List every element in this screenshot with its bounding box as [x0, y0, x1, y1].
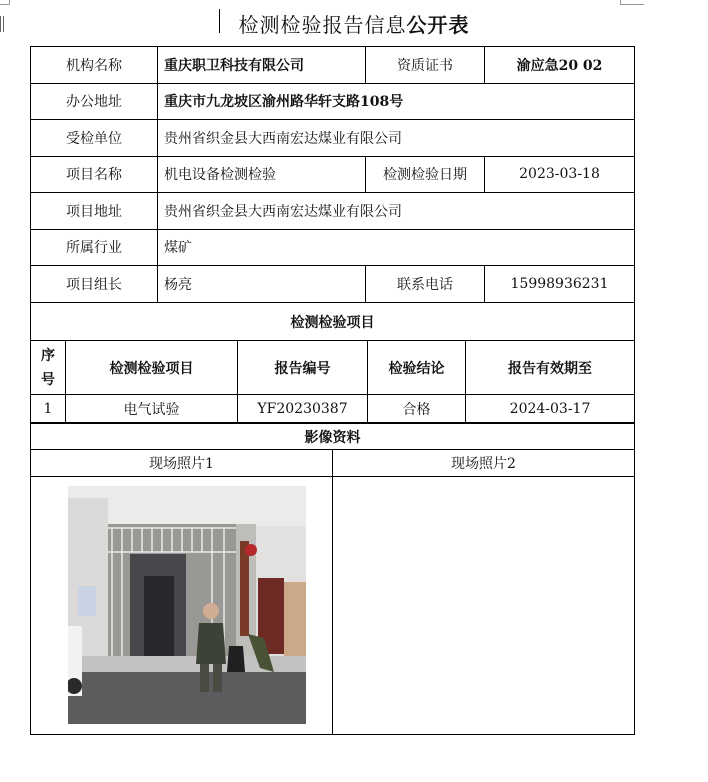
- photo1-cell: [31, 477, 333, 735]
- leader-label: 项目组长: [31, 266, 158, 303]
- media-table: [30, 423, 635, 735]
- photo2-label: 现场照片2: [333, 450, 635, 477]
- office-label: 办公地址: [31, 83, 158, 120]
- row-seq: 1: [31, 395, 66, 423]
- info-table: [30, 46, 635, 303]
- media-section-title: 影像资料: [31, 424, 635, 450]
- project-name-label: 项目名称: [31, 156, 158, 193]
- row-org: [31, 47, 635, 84]
- photo1-label: 现场照片1: [31, 450, 333, 477]
- row-report-no: YF20230387: [238, 395, 368, 423]
- table-row: [31, 395, 635, 423]
- org-name-value: 重庆职卫科技有限公司: [158, 47, 366, 84]
- leader-value: 杨亮: [158, 266, 366, 303]
- row-project-name: [31, 156, 635, 193]
- media-title-row: [31, 424, 635, 450]
- header-conclusion: 检验结论: [368, 341, 466, 395]
- document-title: [0, 9, 708, 38]
- project-address-value: 贵州省织金县大西南宏达煤业有限公司: [158, 193, 635, 230]
- row-industry: [31, 229, 635, 266]
- row-item: 电气试验: [66, 395, 238, 423]
- document-title-plain: 检测检验报告信息: [238, 13, 407, 37]
- header-item: 检测检验项目: [66, 341, 238, 395]
- row-office: [31, 83, 635, 120]
- date-value: 2023-03-18: [485, 156, 635, 193]
- inspected-label: 受检单位: [31, 120, 158, 157]
- industry-label: 所属行业: [31, 229, 158, 266]
- phone-label: 联系电话: [366, 266, 485, 303]
- header-report-no: 报告编号: [238, 341, 368, 395]
- project-address-label: 项目地址: [31, 193, 158, 230]
- industry-value: 煤矿: [158, 229, 635, 266]
- org-name-label: 机构名称: [31, 47, 158, 84]
- row-valid-until: 2024-03-17: [466, 395, 635, 423]
- page-corner-mark-left: [0, 0, 10, 5]
- office-address: 重庆市九龙坡区渝州路华轩支路108号: [158, 83, 635, 120]
- photo2-cell: [333, 477, 635, 735]
- items-section-title: 检测检验项目: [31, 303, 635, 341]
- document-title-bold: 公开表: [406, 13, 470, 37]
- cert-value: 渝应急20 02: [485, 47, 635, 84]
- text-cursor: [219, 9, 220, 33]
- project-name-value: 机电设备检测检验: [158, 156, 366, 193]
- row-project-address: [31, 193, 635, 230]
- photo-label-row: [31, 450, 635, 477]
- site-photo-1: [68, 486, 306, 724]
- inspected-unit: 贵州省织金县大西南宏达煤业有限公司: [158, 120, 635, 157]
- items-header-row: [31, 341, 635, 395]
- row-inspected: [31, 120, 635, 157]
- header-seq: 序号: [31, 341, 66, 395]
- cert-label: 资质证书: [366, 47, 485, 84]
- site-photo-image: [68, 486, 306, 724]
- row-leader: [31, 266, 635, 303]
- row-conclusion: 合格: [368, 395, 466, 423]
- items-table: [30, 302, 635, 423]
- header-valid-until: 报告有效期至: [466, 341, 635, 395]
- phone-value: 15998936231: [485, 266, 635, 303]
- page-corner-mark-right: [620, 0, 644, 5]
- date-label: 检测检验日期: [366, 156, 485, 193]
- items-title-row: [31, 303, 635, 341]
- photo-row: [31, 477, 635, 735]
